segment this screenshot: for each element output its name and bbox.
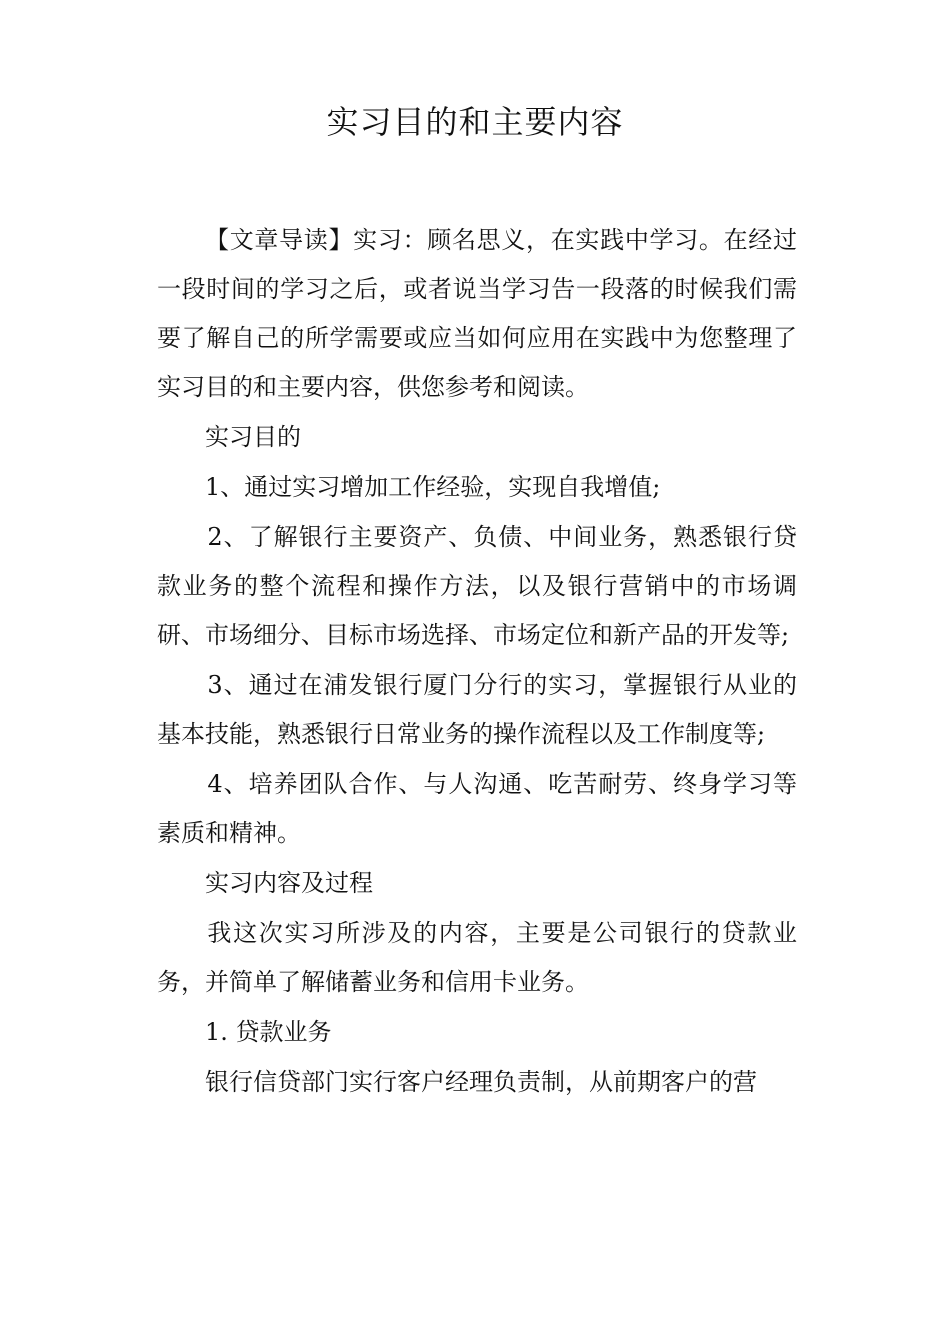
paragraph-intro: 【文章导读】实习：顾名思义，在实践中学习。在经过一段时间的学习之后，或者说当学习告一段落的时候我们需要了解自己的所学需要或应当如何应用在实践中为您整理了实习目的和主要内容，供您参考和阅读。 bbox=[157, 226, 797, 401]
list-item-purpose-3: 3、通过在浦发银行厦门分行的实习，掌握银行从业的基本技能，熟悉银行日常业务的操作流程以及工作制度等; bbox=[157, 671, 797, 748]
list-item-purpose-2: 2、了解银行主要资产、负债、中间业务，熟悉银行贷款业务的整个流程和操作方法，以及银行营销中的市场调研、市场细分、目标市场选择、市场定位和新产品的开发等; bbox=[157, 523, 797, 649]
document-body bbox=[157, 216, 797, 1108]
paragraph-content-intro: 我这次实习所涉及的内容，主要是公司银行的贷款业务，并简单了解储蓄业务和信用卡业务。 bbox=[157, 919, 797, 996]
list-item-purpose-1: 1、通过实习增加工作经验，实现自我增值; bbox=[205, 473, 661, 501]
subsection-heading-loan: 1. 贷款业务 bbox=[205, 1018, 332, 1046]
paragraph-loan: 银行信贷部门实行客户经理负责制，从前期客户的营 bbox=[205, 1068, 757, 1096]
section-heading-content: 实习内容及过程 bbox=[205, 869, 373, 897]
section-heading-purpose: 实习目的 bbox=[205, 423, 301, 451]
page-title: 实习目的和主要内容 bbox=[326, 103, 624, 141]
list-item-purpose-4: 4、培养团队合作、与人沟通、吃苦耐劳、终身学习等素质和精神。 bbox=[157, 770, 797, 847]
